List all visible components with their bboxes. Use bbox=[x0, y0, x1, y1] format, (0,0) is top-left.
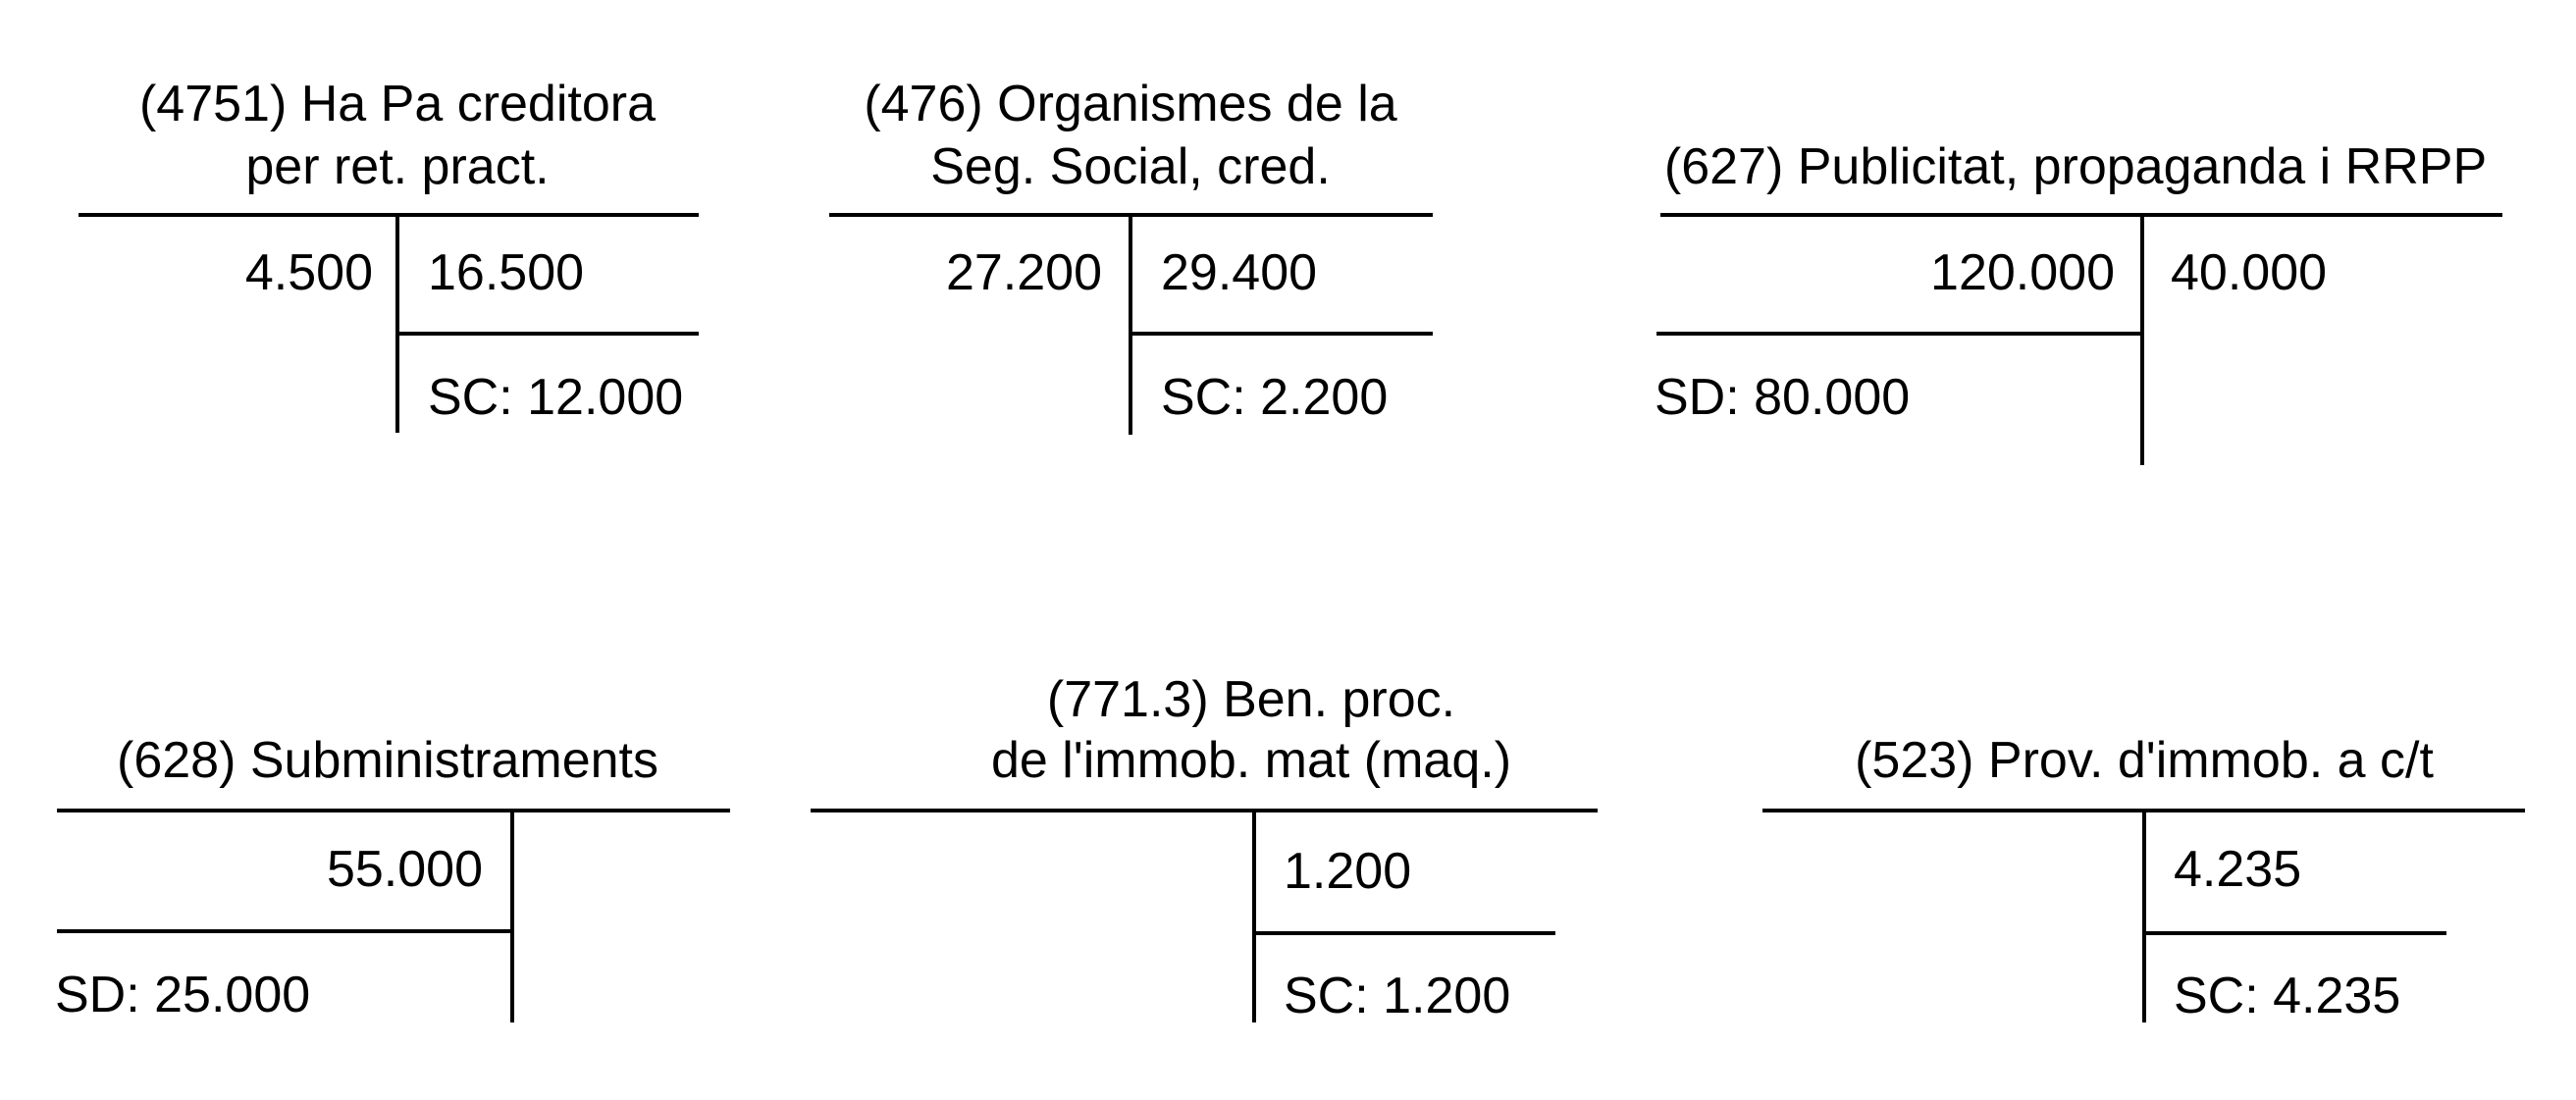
account-title-line-2: per ret. pract. bbox=[245, 138, 550, 195]
credit-entry: 1.200 bbox=[1284, 843, 1412, 900]
t-account-628 bbox=[55, 732, 730, 1023]
t-account-627 bbox=[1655, 138, 2502, 465]
account-title-line-1: (627) Publicitat, propaganda i RRPP bbox=[1663, 138, 2488, 195]
t-account-771-3 bbox=[811, 671, 1598, 1024]
account-title-line-1: (476) Organismes de la bbox=[864, 76, 1397, 132]
balance-entry: SD: 25.000 bbox=[55, 967, 311, 1023]
t-account-523 bbox=[1762, 732, 2525, 1024]
t-account-476 bbox=[829, 76, 1433, 435]
balance-entry: SC: 1.200 bbox=[1284, 968, 1511, 1024]
balance-entry: SC: 2.200 bbox=[1161, 369, 1389, 426]
balance-entry: SD: 80.000 bbox=[1655, 369, 1911, 426]
account-title-line-2: Seg. Social, cred. bbox=[930, 138, 1331, 195]
t-account-4751 bbox=[79, 76, 699, 433]
debit-entry: 120.000 bbox=[1930, 244, 2115, 301]
balance-entry: SC: 12.000 bbox=[428, 369, 684, 426]
account-title-line-1: (523) Prov. d'immob. a c/t bbox=[1855, 732, 2434, 789]
credit-entry: 40.000 bbox=[2171, 244, 2328, 301]
credit-entry: 16.500 bbox=[428, 244, 585, 301]
account-title-line-1: (4751) Ha Pa creditora bbox=[138, 76, 657, 132]
account-title-line-1: (628) Subministraments bbox=[117, 732, 658, 789]
balance-entry: SC: 4.235 bbox=[2174, 968, 2401, 1024]
credit-entry: 29.400 bbox=[1161, 244, 1318, 301]
debit-entry: 27.200 bbox=[945, 244, 1102, 301]
debit-entry: 4.500 bbox=[244, 244, 373, 301]
debit-entry: 55.000 bbox=[326, 841, 483, 898]
account-title-line-2: de l'immob. mat (maq.) bbox=[990, 732, 1512, 789]
account-title-line-1: (771.3) Ben. proc. bbox=[1046, 671, 1456, 728]
credit-entry: 4.235 bbox=[2174, 841, 2302, 898]
